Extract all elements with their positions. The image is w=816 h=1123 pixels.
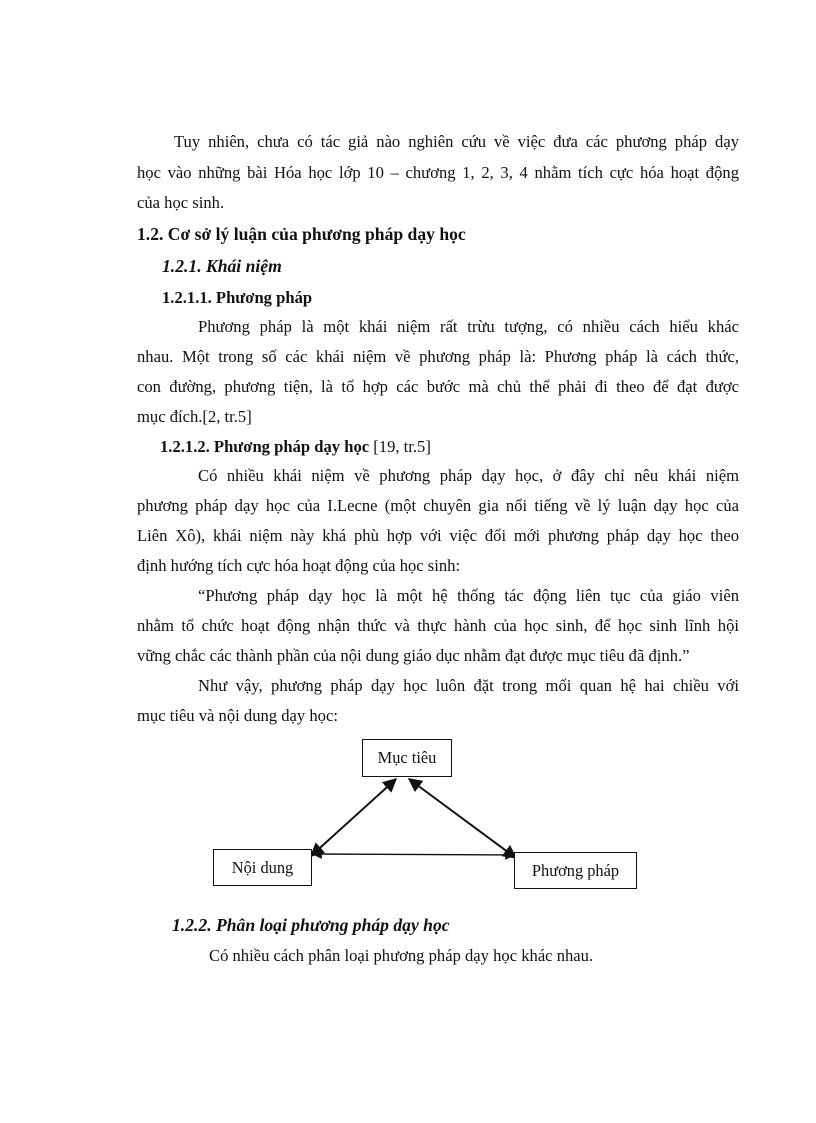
paragraph-line: Phương pháp là một khái niệm rất trừu tượng, có nhiều cách hiểu khác (198, 317, 739, 336)
paragraph-line: phương pháp dạy học của I.Lecne (một chuyên gia nổi tiếng về lý luận dạy học của (137, 496, 739, 515)
paragraph-line: của học sinh. (137, 193, 225, 212)
paragraph-line: mục tiêu và nội dung dạy học: (137, 706, 338, 725)
paragraph-line: định hướng tích cực hóa hoạt động của học sinh: (137, 556, 461, 575)
heading-1-2-1-2-title: 1.2.1.2. Phương pháp dạy học (160, 437, 370, 456)
paragraph-line: Tuy nhiên, chưa có tác giả nào nghiên cứu về việc đưa các phương pháp dạy (174, 132, 739, 151)
paragraph-line: nhau. Một trong số các khái niệm về phương pháp là: Phương pháp là cách thức, (137, 347, 739, 366)
arrow-content-method (313, 854, 514, 855)
quote-line: nhằm tổ chức hoạt động nhận thức và thực hành của học sinh, để học sinh lĩnh hội (137, 616, 739, 635)
paragraph-line: Có nhiều khái niệm về phương pháp dạy học, ở đây chỉ nêu khái niệm (198, 466, 739, 485)
arrow-goal-content (311, 779, 396, 856)
paragraph-line: học vào những bài Hóa học lớp 10 – chương 1, 2, 3, 4 nhằm tích cực hóa hoạt động (137, 163, 739, 182)
heading-reference: [19, tr.5] (369, 437, 431, 456)
diagram-box-content: Nội dung (213, 849, 312, 886)
diagram-box-method: Phương pháp (514, 852, 637, 889)
paragraph-line: Như vậy, phương pháp dạy học luôn đặt trong mối quan hệ hai chiều với (198, 676, 739, 695)
quote-line: “Phương pháp dạy học là một hệ thống tác động liên tục của giáo viên (198, 586, 739, 605)
heading-1-2: 1.2. Cơ sở lý luận của phương pháp dạy học (137, 224, 466, 244)
paragraph-line: mục đích.[2, tr.5] (137, 407, 252, 426)
paragraph-line: con đường, phương tiện, là tổ hợp các bước mà chủ thể phải đi theo để đạt được (137, 377, 739, 396)
heading-1-2-1-1: 1.2.1.1. Phương pháp (162, 288, 313, 307)
quote-line: vững chắc các thành phần của nội dung giáo dục nhằm đạt được mục tiêu đã định.” (137, 646, 690, 665)
paragraph-line: Liên Xô), khái niệm này khá phù hợp với việc đổi mới phương pháp dạy học theo (137, 526, 739, 545)
diagram-box-goal: Mục tiêu (362, 739, 452, 777)
paragraph-line: Có nhiều cách phân loại phương pháp dạy học khác nhau. (209, 946, 594, 965)
arrow-goal-method (409, 779, 516, 858)
heading-1-2-1: 1.2.1. Khái niệm (162, 256, 282, 276)
heading-1-2-2: 1.2.2. Phân loại phương pháp dạy học (172, 915, 450, 935)
